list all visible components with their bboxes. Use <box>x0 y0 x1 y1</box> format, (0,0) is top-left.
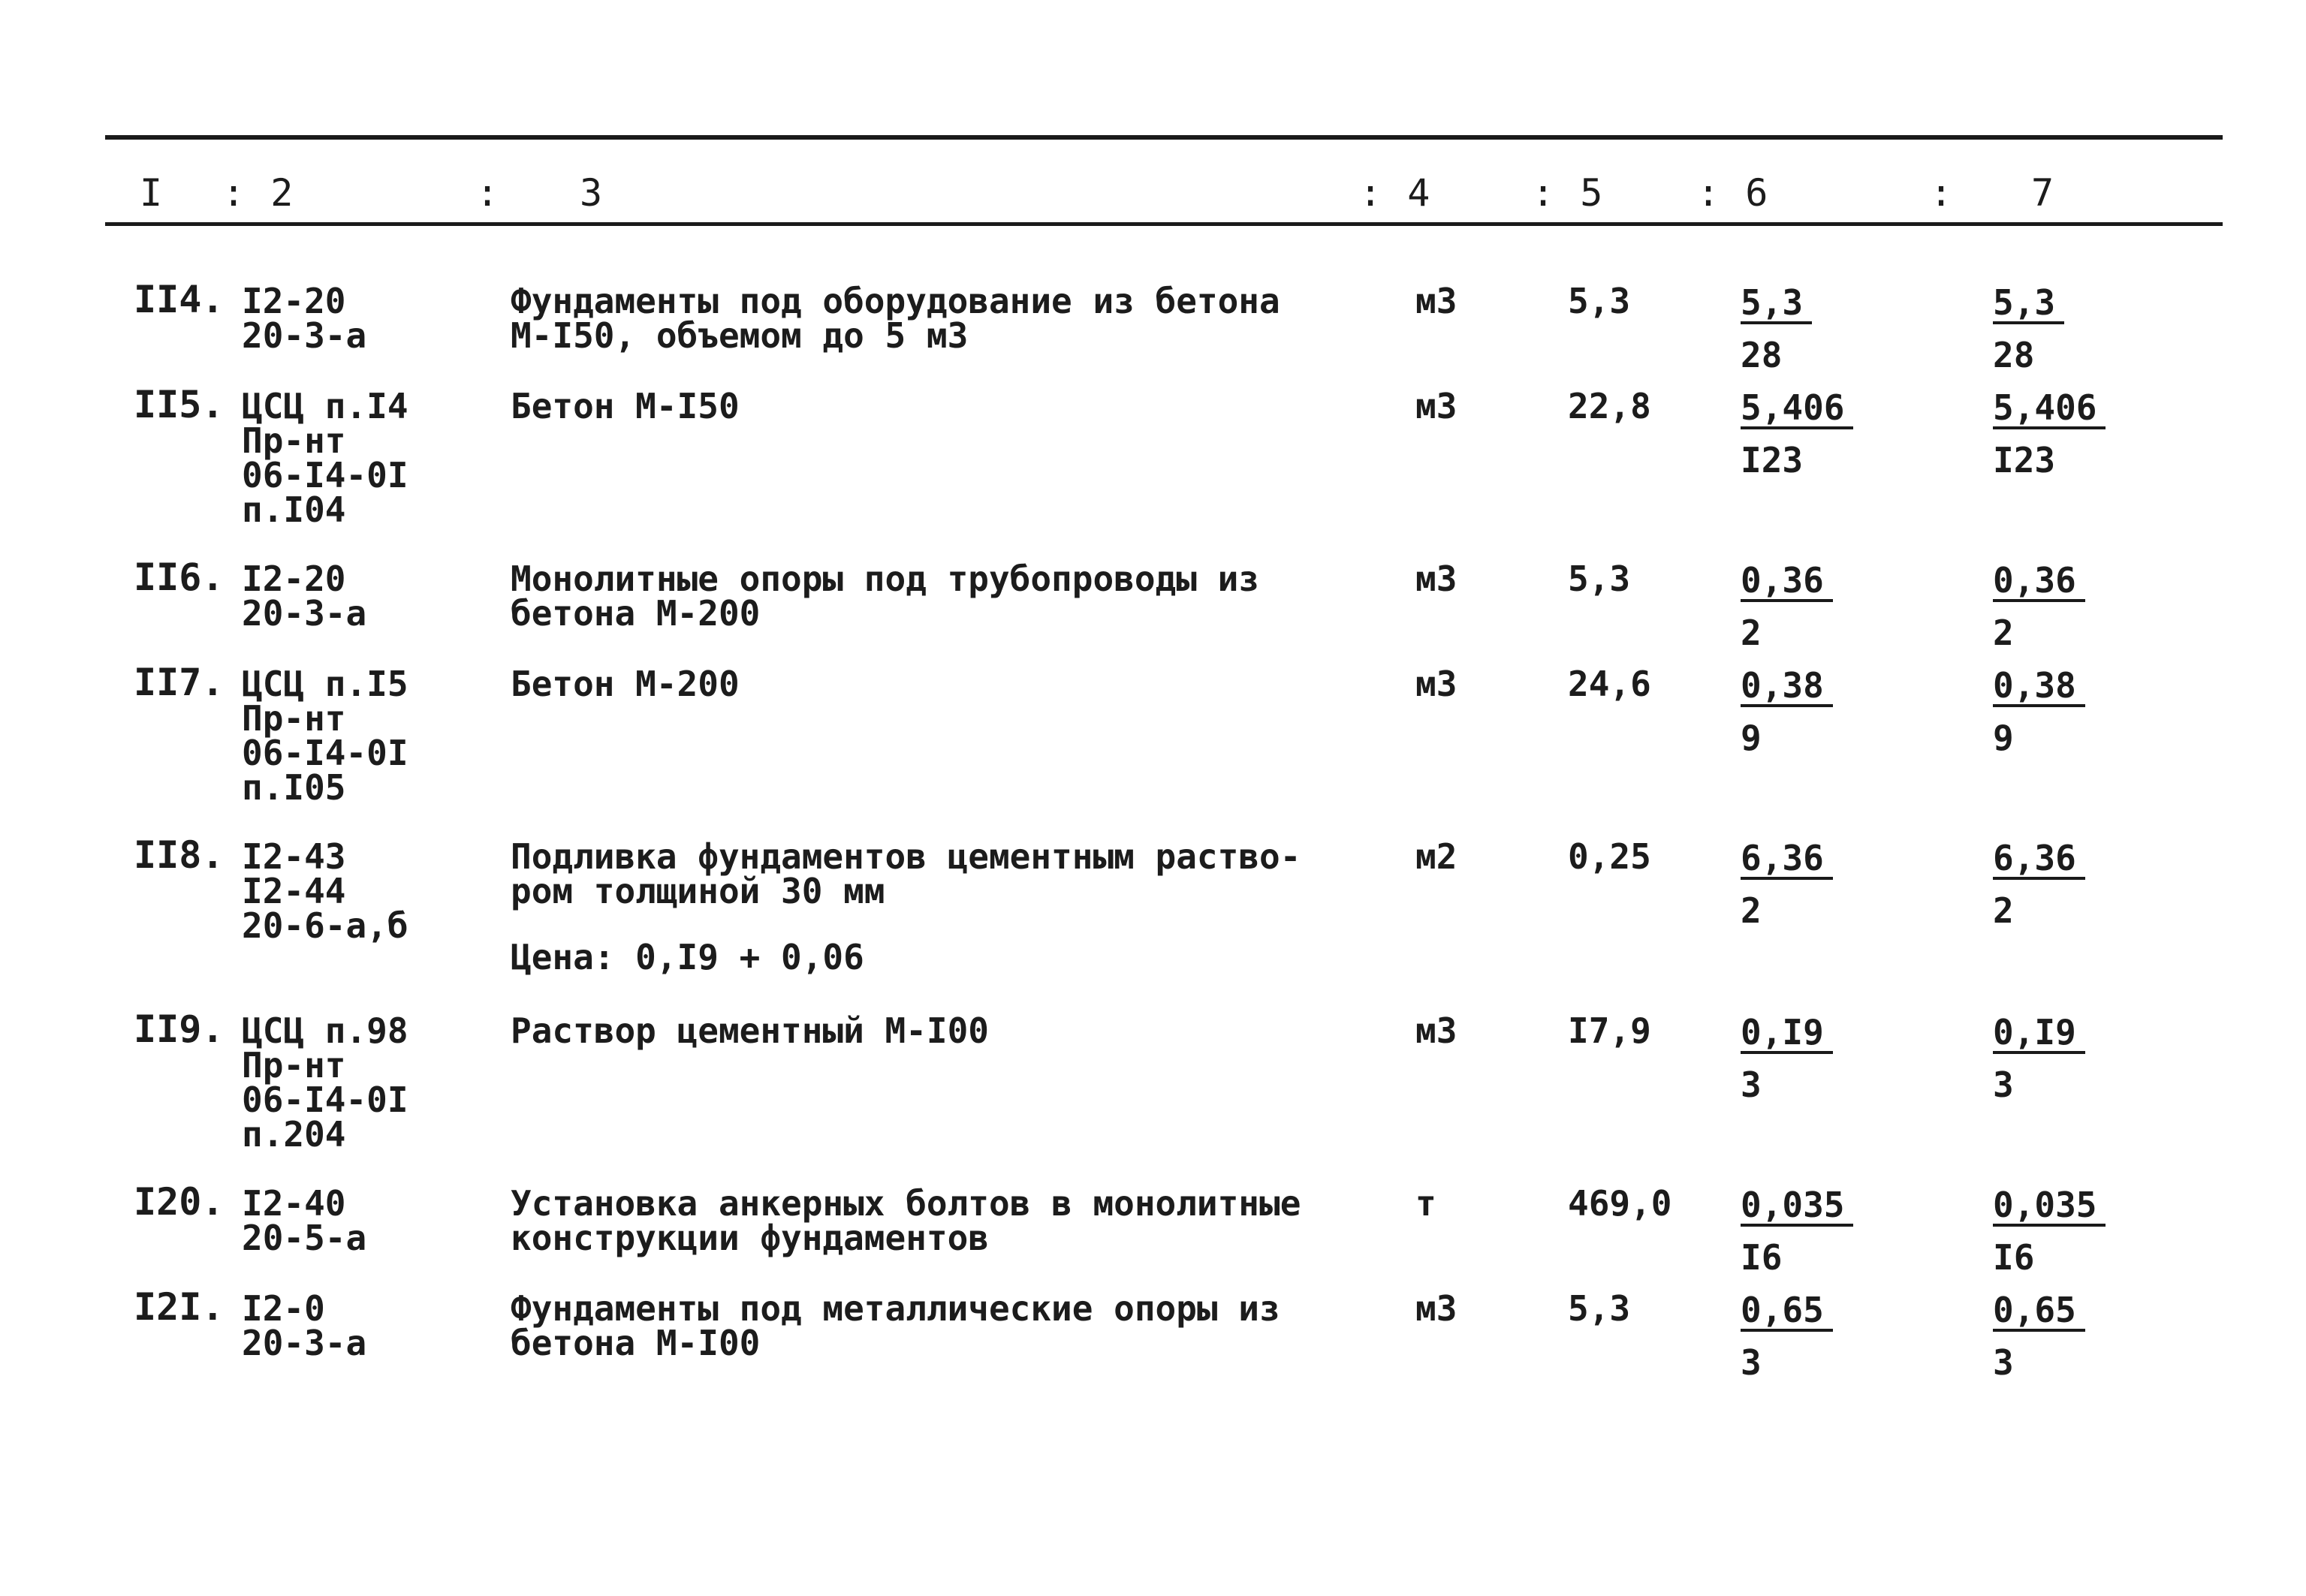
col-header-5: : 5 <box>1532 171 1605 215</box>
col-header-1: I <box>140 171 164 215</box>
unit-price-cell: 5,3 <box>1568 1288 1631 1329</box>
norm-code-line: 06-I4-0I <box>242 733 408 773</box>
unit-price-cell: 22,8 <box>1568 386 1651 426</box>
fraction-c7 <box>1993 665 2121 758</box>
fraction-numerator: 0,65 <box>1993 1293 2085 1332</box>
work-description-line: Бетон М-I50 <box>511 386 740 426</box>
norm-code-line: Пр-нт <box>242 420 346 461</box>
fraction-numerator: 0,38 <box>1993 668 2085 707</box>
unit-cell: м3 <box>1415 1010 1457 1051</box>
fraction-numerator: 5,406 <box>1741 390 1853 429</box>
fraction-denominator: 28 <box>1993 335 2035 375</box>
price-note: Цена: 0,I9 + 0,06 <box>511 937 864 977</box>
norm-code-line: 06-I4-0I <box>242 1080 408 1120</box>
fraction-numerator: 0,I9 <box>1741 1015 1833 1054</box>
norm-code-line: I2-0 <box>242 1288 325 1329</box>
norm-code-line: 20-3-а <box>242 593 367 634</box>
norm-code-line: ЦСЦ п.I5 <box>242 664 408 704</box>
fraction-c7 <box>1993 1290 2121 1383</box>
fraction-denominator: I23 <box>1993 440 2056 480</box>
col-header-sep: : <box>476 171 501 215</box>
fraction-numerator: 0,36 <box>1741 563 1833 602</box>
norm-code-line: ЦСЦ п.98 <box>242 1010 408 1051</box>
fraction-denominator: I6 <box>1993 1237 2035 1278</box>
row-number: II9. <box>134 1007 225 1051</box>
unit-price-cell: I7,9 <box>1568 1010 1651 1051</box>
fraction-c6 <box>1741 838 1868 931</box>
fraction-numerator: 5,406 <box>1993 390 2106 429</box>
unit-cell: м3 <box>1415 281 1457 321</box>
fraction-c6 <box>1741 282 1868 375</box>
col-header-4: : 4 <box>1359 171 1432 215</box>
fraction-c6 <box>1741 387 1868 480</box>
unit-cell: м3 <box>1415 664 1457 704</box>
norm-code-line: I2-40 <box>242 1183 346 1224</box>
norm-code-line: п.I04 <box>242 489 346 530</box>
row-number: I20. <box>134 1180 225 1224</box>
fraction-c7 <box>1993 1012 2121 1105</box>
work-description-line: Установка анкерных болтов в монолитные <box>511 1183 1301 1224</box>
fraction-numerator: 0,65 <box>1741 1293 1833 1332</box>
fraction-denominator: 2 <box>1993 613 2014 653</box>
unit-price-cell: 5,3 <box>1568 281 1631 321</box>
fraction-denominator: 3 <box>1993 1342 2014 1383</box>
unit-price-cell: 469,0 <box>1568 1183 1672 1224</box>
fraction-numerator: 6,36 <box>1993 841 2085 880</box>
norm-code-line: Пр-нт <box>242 698 346 739</box>
top-rule <box>105 135 2223 140</box>
col-header-sep: : <box>1930 171 1955 215</box>
unit-cell: м3 <box>1415 1288 1457 1329</box>
unit-cell: т <box>1415 1183 1436 1224</box>
fraction-denominator: 3 <box>1993 1065 2014 1105</box>
norm-code-line: I2-20 <box>242 281 346 321</box>
norm-code-line: Пр-нт <box>242 1045 346 1086</box>
fraction-c7 <box>1993 1185 2121 1278</box>
fraction-denominator: 3 <box>1741 1342 1762 1383</box>
row-number: I2I. <box>134 1285 225 1329</box>
fraction-denominator: I23 <box>1741 440 1804 480</box>
col-header-3: 3 <box>580 171 604 215</box>
fraction-c7 <box>1993 282 2121 375</box>
fraction-numerator: 0,035 <box>1993 1188 2106 1227</box>
work-description-line: конструкции фундаментов <box>511 1218 989 1258</box>
fraction-numerator: 0,38 <box>1741 668 1833 707</box>
row-number: II8. <box>134 833 225 877</box>
unit-cell: м2 <box>1415 836 1457 877</box>
fraction-numerator: 6,36 <box>1741 841 1833 880</box>
fraction-denominator: 9 <box>1741 718 1762 758</box>
unit-price-cell: 24,6 <box>1568 664 1651 704</box>
fraction-c6 <box>1741 1290 1868 1383</box>
work-description-line: ром толщиной 30 мм <box>511 871 885 911</box>
fraction-denominator: 28 <box>1741 335 1783 375</box>
fraction-denominator: 3 <box>1741 1065 1762 1105</box>
fraction-c7 <box>1993 560 2121 653</box>
col-header-6: : 6 <box>1697 171 1770 215</box>
fraction-c7 <box>1993 387 2121 480</box>
fraction-c7 <box>1993 838 2121 931</box>
norm-code-line: ЦСЦ п.I4 <box>242 386 408 426</box>
fraction-c6 <box>1741 1185 1868 1278</box>
unit-cell: м3 <box>1415 559 1457 599</box>
norm-code-line: 06-I4-0I <box>242 455 408 495</box>
fraction-numerator: 0,36 <box>1993 563 2085 602</box>
fraction-denominator: 2 <box>1741 613 1762 653</box>
row-number: II5. <box>134 383 225 426</box>
fraction-c6 <box>1741 1012 1868 1105</box>
fraction-numerator: 0,I9 <box>1993 1015 2085 1054</box>
unit-price-cell: 5,3 <box>1568 559 1631 599</box>
unit-cell: м3 <box>1415 386 1457 426</box>
norm-code-line: п.I05 <box>242 767 346 808</box>
row-number: II6. <box>134 556 225 599</box>
fraction-denominator: 2 <box>1741 890 1762 931</box>
fraction-c6 <box>1741 560 1868 653</box>
row-number: II7. <box>134 661 225 704</box>
fraction-c6 <box>1741 665 1868 758</box>
norm-code-line: п.204 <box>242 1114 346 1155</box>
work-description-line: бетона М-I00 <box>511 1323 761 1363</box>
fraction-numerator: 0,035 <box>1741 1188 1853 1227</box>
norm-code-line: I2-43 <box>242 836 346 877</box>
unit-price-cell: 0,25 <box>1568 836 1651 877</box>
norm-code-line: 20-3-а <box>242 315 367 356</box>
fraction-numerator: 5,3 <box>1993 285 2064 324</box>
fraction-denominator: 9 <box>1993 718 2014 758</box>
work-description-line: Фундаменты под оборудование из бетона <box>511 281 1280 321</box>
fraction-numerator: 5,3 <box>1741 285 1812 324</box>
work-description-line: Бетон М-200 <box>511 664 740 704</box>
header-rule <box>105 222 2223 226</box>
work-description-line: Подливка фундаментов цементным раство- <box>511 836 1301 877</box>
row-number: II4. <box>134 278 225 321</box>
work-description-line: бетона М-200 <box>511 593 761 634</box>
work-description-line: Монолитные опоры под трубопроводы из <box>511 559 1259 599</box>
work-description-line: Фундаменты под металлические опоры из <box>511 1288 1280 1329</box>
norm-code-line: 20-5-а <box>242 1218 367 1258</box>
col-header-7: 7 <box>2031 171 2056 215</box>
fraction-denominator: I6 <box>1741 1237 1783 1278</box>
norm-code-line: 20-6-а,б <box>242 905 408 946</box>
norm-code-line: I2-20 <box>242 559 346 599</box>
work-description-line: М-I50, объемом до 5 м3 <box>511 315 969 356</box>
norm-code-line: I2-44 <box>242 871 346 911</box>
work-description-line: Раствор цементный М-I00 <box>511 1010 989 1051</box>
fraction-denominator: 2 <box>1993 890 2014 931</box>
norm-code-line: 20-3-а <box>242 1323 367 1363</box>
col-header-2: : 2 <box>222 171 295 215</box>
